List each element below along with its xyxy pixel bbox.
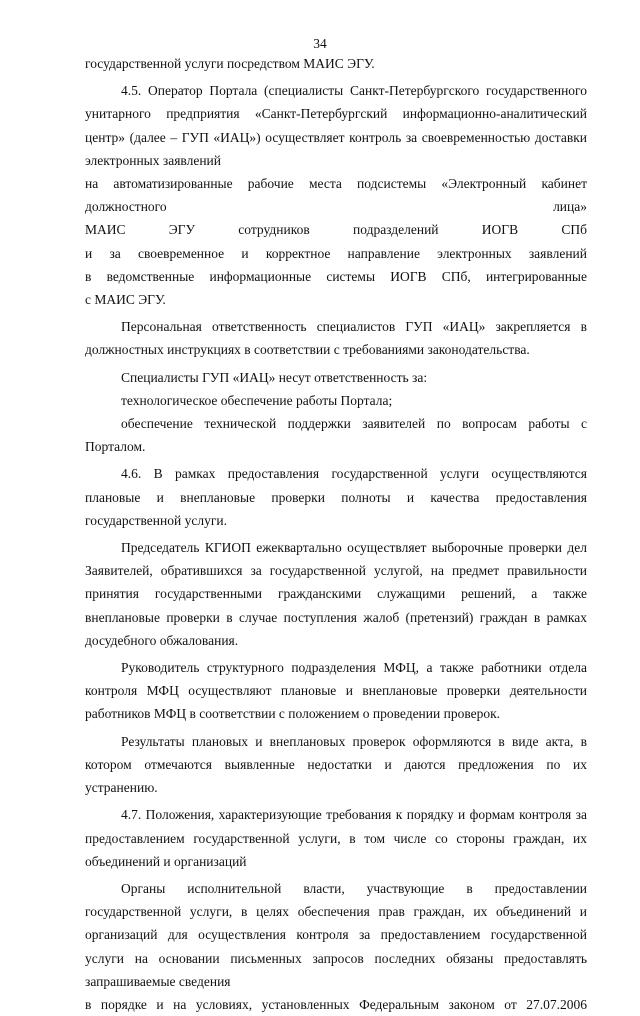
paragraph-4-6: 4.6. В рамках предоставления государственной услуги осуществляются плановые и внеплановые проверки полноты и качества предоставления государственной услуги. — [85, 466, 587, 528]
paragraph-4-5-line: на автоматизированные рабочие места подсистемы «Электронный кабинет должностного лица» — [85, 176, 587, 215]
paragraph-specialists: Специалисты ГУП «ИАЦ» несут ответственность за: — [121, 369, 428, 385]
paragraph-mfc-checks: Руководитель структурного подразделения МФЦ, а также работники отдела контроля МФЦ осуществляют плановые и внеплановые проверки деятельности работников МФЦ в соответствии с положением о проведении проверок. — [85, 660, 587, 722]
paragraph-chairman-checks: Председатель КГИОП ежеквартально осуществляет выборочные проверки дел Заявителей, обратившихся за государственной услугой, на предмет правильности принятия государственными гражданскими служащими решений, а также внеплановые проверки в случае поступления жалоб (претензий) граждан в рамках досудебного обжалования. — [85, 540, 587, 648]
document-body — [85, 52, 587, 1016]
paragraph-executive-bodies: Органы исполнительной власти, участвующие в предоставлении государственной услуги, в целях обеспечения прав граждан, их объединений и организаций для осуществления контроля за предоставлением государственной услуги на основании письменных запросов последних обязаны предоставлять запрашиваемые сведения — [85, 880, 587, 989]
paragraph-responsibility: Персональная ответственность специалистов ГУП «ИАЦ» закрепляется в должностных инструкциях в соответствии с требованиями законодательства. — [85, 319, 587, 358]
page-number: 34 — [313, 36, 327, 51]
paragraph-4-5-line: в ведомственные информационные системы ИОГВ СПб, интегрированные — [85, 268, 587, 284]
paragraph-4-5-line: МАИС ЭГУ сотрудников подразделений ИОГВ СПб — [85, 222, 587, 238]
paragraph-technological-support: технологическое обеспечение работы Портала; — [121, 392, 393, 408]
paragraph-4-5-end: с МАИС ЭГУ. — [85, 292, 166, 308]
paragraph-4-5: 4.5. Оператор Портала (специалисты Санкт-Петербургского государственного унитарного предприятия «Санкт-Петербургский информационно-аналитический центр» (далее – ГУП «ИАЦ») осуществляет контроль за своевременностью доставки электронных заявлений — [85, 83, 587, 168]
paragraph-check-results: Результаты плановых и внеплановых проверок оформляются в виде акта, в котором отмечаются выявленные недостатки и даются предложения по их устранению. — [85, 733, 587, 796]
paragraph-executive-bodies-end: в порядке и на условиях, установленных Федеральным законом от 27.07.2006 — [85, 996, 587, 1012]
paragraph-continuation: государственной услуги посредством МАИС ЭГУ. — [85, 56, 375, 71]
paragraph-technical-support: обеспечение технической поддержки заявителей по вопросам работы с Порталом. — [85, 416, 587, 455]
paragraph-4-7: 4.7. Положения, характеризующие требования к порядку и формам контроля за предоставлением государственной услуги, в том числе со стороны граждан, их объединений и организаций — [85, 807, 587, 869]
paragraph-4-5-line: и за своевременное и корректное направление электронных заявлений — [85, 245, 587, 261]
